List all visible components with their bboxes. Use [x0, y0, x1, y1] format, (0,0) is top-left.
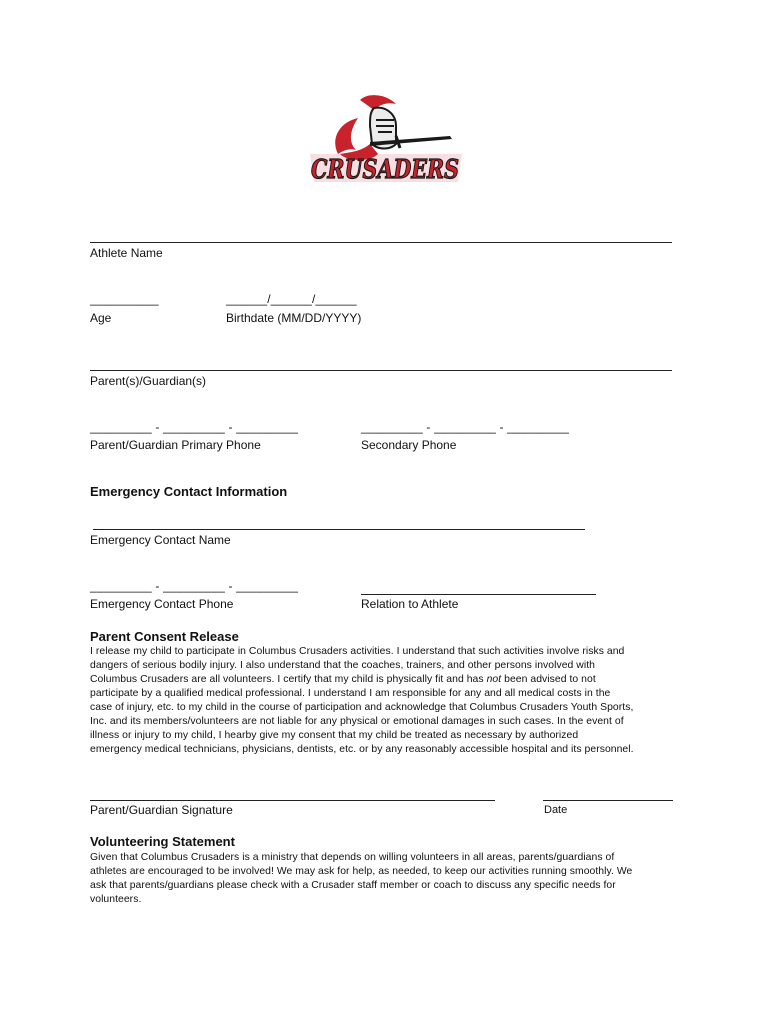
emergency-heading: Emergency Contact Information	[90, 484, 288, 499]
logo-cape	[335, 118, 358, 154]
emergency-name-line[interactable]	[93, 529, 585, 530]
consent-line: I release my child to participate in Columbus Crusaders activities. I understand that such activities involve risks and	[90, 646, 625, 657]
relation-line[interactable]	[361, 594, 596, 595]
date-line[interactable]	[543, 800, 673, 801]
consent-emphasis: not	[486, 674, 502, 685]
emergency-phone-blank[interactable]: _________ - _________ - _________	[90, 579, 299, 593]
consent-line: Columbus Crusaders are all volunteers. I certify that my child is physically fit and has not been advised to not	[90, 674, 596, 685]
logo-text: CRUSADERS	[311, 155, 459, 185]
consent-line: illness or injury to my child, I hearby give my consent that my child be treated as necessary by authorized	[90, 730, 579, 741]
age-blank[interactable]: __________	[90, 292, 159, 306]
volunteer-line: volunteers.	[90, 894, 142, 905]
birthdate-label: Birthdate (MM/DD/YYYY)	[226, 311, 362, 325]
relation-label: Relation to Athlete	[361, 597, 459, 611]
emergency-name-label: Emergency Contact Name	[90, 533, 231, 547]
consent-heading: Parent Consent Release	[90, 629, 239, 644]
parents-label: Parent(s)/Guardian(s)	[90, 374, 207, 388]
primary-phone-label: Parent/Guardian Primary Phone	[90, 438, 261, 452]
emergency-phone-label: Emergency Contact Phone	[90, 597, 234, 611]
consent-line: emergency medical technicians, physicians, dentists, etc. or by any reasonably accessible hospital and its personnel.	[90, 744, 634, 755]
secondary-phone-label: Secondary Phone	[361, 438, 457, 452]
date-label: Date	[544, 804, 568, 816]
consent-line: Inc. and its members/volunteers are not liable for any physical or emotional damages in such cases. In the event of	[90, 716, 624, 727]
consent-line: dangers of serious bodily injury. I also understand that the coaches, trainers, and other persons involved with	[90, 660, 595, 671]
volunteer-heading: Volunteering Statement	[90, 834, 235, 849]
volunteer-line: Given that Columbus Crusaders is a ministry that depends on willing volunteers in all areas, parents/guardians of	[90, 852, 615, 863]
consent-line: participate by a qualified medical professional. I understand I am responsible for any and all medical costs in the	[90, 688, 611, 699]
birthdate-blank[interactable]: ______/______/______	[226, 292, 357, 306]
signature-line[interactable]	[90, 800, 495, 801]
volunteer-line: athletes are encouraged to be involved! We may ask for help, as needed, to keep our activities running smoothly. We	[90, 866, 633, 877]
volunteer-paragraph	[90, 851, 690, 907]
primary-phone-blank[interactable]: _________ - _________ - _________	[90, 420, 299, 434]
athlete-name-line[interactable]	[90, 242, 672, 243]
athlete-name-label: Athlete Name	[90, 246, 163, 260]
parents-line[interactable]	[90, 370, 672, 371]
secondary-phone-blank[interactable]: _________ - _________ - _________	[361, 420, 570, 434]
consent-line: case of injury, etc. to my child in the course of participation and acknowledge that Columbus Crusaders Youth Sports,	[90, 702, 634, 713]
volunteer-line: ask that parents/guardians please check with a Crusader staff member or coach to discuss any specific needs for	[90, 880, 616, 891]
age-label: Age	[90, 311, 112, 325]
signature-label: Parent/Guardian Signature	[90, 803, 233, 817]
consent-paragraph	[90, 645, 690, 757]
crusaders-logo	[300, 92, 470, 202]
